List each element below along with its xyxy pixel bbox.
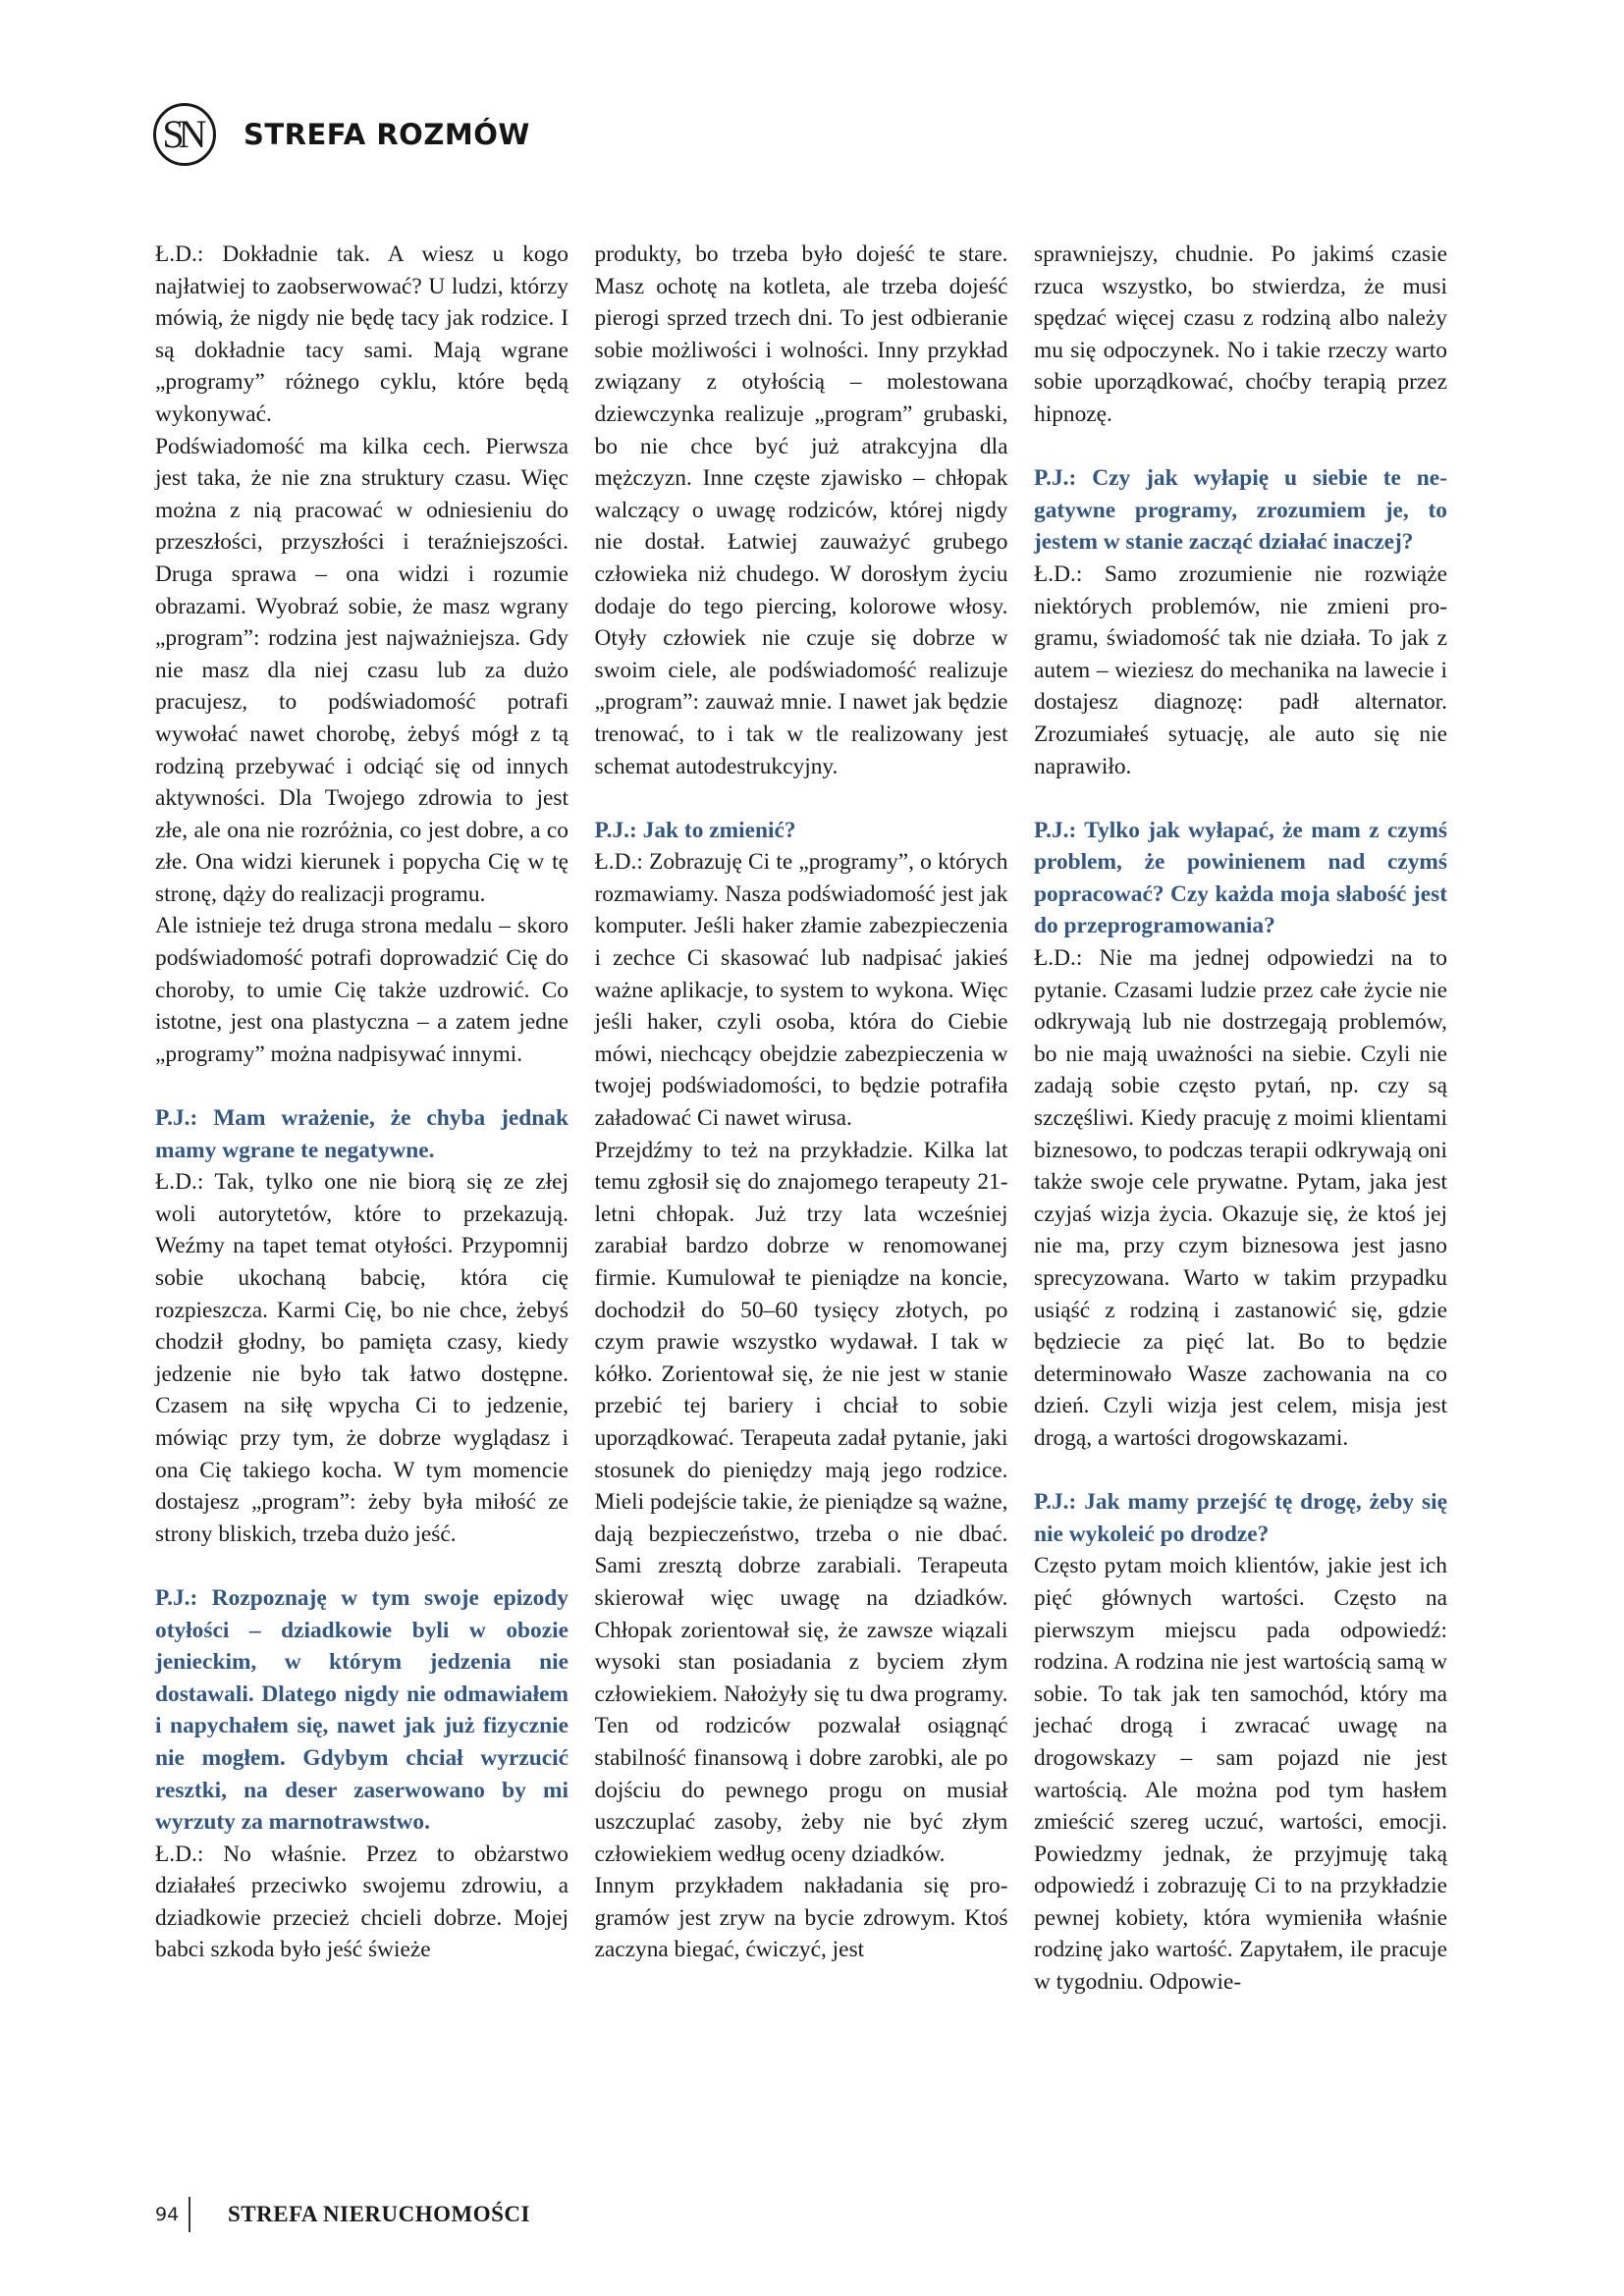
- interviewee-answer: Ł.D.: No właśnie. Przez to obżarstwo działałeś przeciwko swojemu zdrowiu, a dziadkowie przecież chcieli dobrze. Mojej babci szkoda było jeść świeże: [155, 1841, 568, 1963]
- article-body: [155, 239, 1447, 2143]
- article-column-2: [595, 239, 1008, 2143]
- interviewer-question: P.J.: Jak mamy przejść tę drogę, żeby się nie wykoleić po drodze?: [1034, 1489, 1447, 1547]
- interviewee-answer: Często pytam moich klientów, jakie jest ich pięć głównych wartości. Często na pierwszym miejscu pada odpowiedź: rodzina. A rodzina nie jest wartością samą w sobie. To tak jak ten samochód, który ma jechać drogą i zwracać uwagę na drogowskazy – sam pojazd nie jest wartością. Ale można pod tym hasłem zmieścić szereg uczuć, wartości, emocji. Powiedzmy jednak, że przyjmuję taką odpowiedź i zobrazuję Ci to na przykładzie pewnej kobiety, która wymieniła właśnie rodzinę jako wartość. Zapytałem, ile pracuje w tygodniu. Odpowie-: [1034, 1553, 1447, 1996]
- interviewee-answer: Ł.D.: Tak, tylko one nie biorą się ze złej woli autorytetów, które to przekazują. Weźmy na tapet temat otyłości. Przypomnij sobie ukochaną babcię, która cię rozpieszcza. Karmi Cię, bo nie chce, żebyś chodził głodny, bo pamięta czasy, kiedy jedzenie nie było tak łatwo dostępne. Czasem na siłę wpycha Ci to jedzenie, mówiąc przy tym, że dobrze wyglądasz i ona Cię takiego kocha. W tym momencie dostajesz „program”: żeby była miłość ze strony bliskich, trzeba dużo jeść.: [155, 1169, 568, 1547]
- interviewee-answer: Ł.D.: Nie ma jednej odpowiedzi na to pytanie. Czasami ludzie przez całe życie nie odkrywają lub nie dostrzegają problemów, bo nie mają uważności na siebie. Czyli nie zadają sobie często pytań, np. czy są szczęśliwi. Kiedy pracuję z moimi klientami biznesowo, to podczas terapii odkrywają oni także swoje cele prywatne. Pytam, jaka jest czyjaś wizja życia. Okazuje się, że ktoś jej nie ma, przy czym biznesowa jest jasno sprecyzowana. Warto w takim przypadku usiąść z rodziną i zastanowić się, gdzie będziecie za pięć lat. Bo to będzie determinowało Wasze zachowania na co dzień. Czyli wizja jest celem, misja jest drogą, a wartości drogowskazami.: [1034, 945, 1447, 1451]
- page-header: [153, 100, 530, 169]
- interviewee-answer: Ł.D.: Zobrazuję Ci te „programy”, o których rozmawiamy. Nasza podświadomość jest jak komputer. Jeśli haker złamie zabezpieczenia i zechce Ci skasować lub nadpisać jakieś ważne aplikacje, to system to wykona. Więc jeśli haker, czyli osoba, która do Ciebie mówi, niechcący obejdzie zabezpieczenia w twojej podświadomości, to będzie potrafiła załadować Ci nawet wirusa.: [594, 849, 1008, 1132]
- article-column-1: [155, 239, 568, 2143]
- interviewee-answer: produkty, bo trzeba było dojeść te stare. Masz ochotę na kotleta, ale trzeba dojeść pierogi sprzed trzech dni. To jest odbieranie sobie możliwości i wolności. Inny przykład związany z otyłością – molestowana dziewczynka realizuje „program” grubaski, bo nie chce być już atrakcyjna dla mężczyzn. Inne częste zjawisko – chłopak walczący o uwagę rodziców, której nigdy nie dostał. Łatwiej zauważyć grubego człowieka niż chudego. W dorosłym życiu dodaje do tego piercing, kolorowe włosy. Otyły człowiek nie czuje się dobrze w swoim ciele, ale podświadomość realizuje „program”: zauważ mnie. I nawet jak będzie trenować, to i tak w tle realizowany jest schemat autodestrukcyjny.: [594, 241, 1008, 779]
- footer-divider: [189, 2197, 190, 2232]
- interviewer-question: P.J.: Mam wrażenie, że chyba jednak mamy wgrane te negatywne.: [155, 1105, 568, 1163]
- interviewee-answer: Przejdźmy to też na przykładzie. Kilka lat temu zgłosił się do znajomego terapeuty 21-letni chłopak. Już trzy lata wcześniej zarabiał bardzo dobrze w renomowanej firmie. Kumulował te pieniądze na koncie, dochodził do 50–60 tysięcy złotych, po czym prawie wszystko wydawał. I tak w kółko. Zorientował się, że nie jest w stanie przebić tej bariery i chciał to sobie uporządkować. Terapeuta zadał pytanie, jaki stosunek do pieniędzy mają jego rodzice. Mieli podejście takie, że pieniądze są ważne, dają bezpieczeństwo, trzeba o nie dbać. Sami zresztą dobrze zarabiali. Terapeuta skierował więc uwagę na dziadków. Chłopak zorientował się, że zawsze wiązali wysoki stan posiadania z byciem złym człowiekiem. Nałożyły się tu dwa programy. Ten od rodziców pozwalał osiągnąć stabilność finansową i dobre zarobki, ale po dojściu do pewnego progu on musiał uszczuplać zasoby, żeby nie być złym człowiekiem według oceny dziadków.: [594, 1137, 1008, 1867]
- interviewee-answer: Ł.D.: Dokładnie tak. A wiesz u kogo najłatwiej to zaobserwować? U ludzi, którzy mówią, że nigdy nie będę tacy jak rodzice. I są dokładnie tacy sami. Mają wgrane „programy” różnego cyklu, które będą wykonywać.: [155, 241, 568, 427]
- sn-logo-icon: SN: [153, 103, 216, 166]
- paragraph-spacer: [155, 1550, 568, 1582]
- paragraph-spacer: [1034, 431, 1447, 463]
- interviewer-question: P.J.: Rozpoznaję w tym swoje epizody otyłości – dziadkowie byli w obozie jenieckim, w którym jedzenia nie dostawali. Dlatego nigdy nie odmawiałem i napychałem się, nawet jak już fizycznie nie mogłem. Gdybym chciał wyrzucić resztki, na deser zaserwowano by mi wyrzuty za marnotrawstwo.: [155, 1584, 568, 1836]
- paragraph-spacer: [1034, 1455, 1447, 1487]
- interviewee-answer: Ale istnieje też druga strona medalu – skoro podświadomość potrafi doprowadzić Cię do choroby, to umie Cię także uzdrowić. Co istotne, jest ona plastyczna – a zatem jedne „programy” można nadpisywać innymi.: [155, 913, 568, 1067]
- interviewee-answer: Innym przykładem nakładania się programów jest zryw na bycie zdrowym. Ktoś zaczyna biegać, ćwiczyć, jest: [594, 1873, 1008, 1963]
- paragraph-spacer: [155, 1070, 568, 1102]
- paragraph-spacer: [1034, 782, 1447, 815]
- interviewer-question: P.J.: Czy jak wyłapię u siebie te negatywne programy, zrozumiem je, to jestem w stanie zacząć działać inaczej?: [1034, 465, 1447, 556]
- interviewee-answer: Podświadomość ma kilka cech. Pierwsza jest taka, że nie zna struktury czasu. Więc można z nią pracować w odniesieniu do przeszłości, przyszłości i teraźniejszości. Druga sprawa – ona widzi i rozumie obrazami. Wyobraź sobie, że masz wgrany „program”: rodzina jest najważniejsza. Gdy nie masz dla niej czasu lub za dużo pracujesz, to podświadomość potrafi wywołać nawet chorobę, żebyś mógł z tą rodziną przebywać i odciąć się od innych aktywności. Dla Twojego zdrowia to jest złe, ale ona nie rozróżnia, co jest dobre, a co złe. Ona widzi kierunek i popycha Cię w tę stronę, dąży do realizacji programu.: [155, 433, 568, 907]
- article-column-3: [1034, 239, 1447, 2143]
- magazine-name: STREFA NIERUCHOMOŚCI: [228, 2202, 530, 2226]
- page-number: 94: [155, 2204, 180, 2225]
- interviewee-answer: sprawniejszy, chudnie. Po jakimś czasie rzuca wszystko, bo stwierdza, że musi spędzać więcej czasu z rodziną albo należy mu się odpoczynek. No i takie rzeczy warto sobie uporządkować, choćby terapią przez hipnozę.: [1034, 241, 1447, 427]
- interviewer-question: P.J.: Tylko jak wyłapać, że mam z czymś problem, że powinienem nad czymś popracować? Czy każda moja słabość jest do przeprogramowania?: [1034, 817, 1447, 939]
- page-footer: [155, 2195, 530, 2234]
- section-title: STREFA ROZMÓW: [244, 118, 530, 151]
- paragraph-spacer: [595, 782, 1008, 815]
- interviewer-question: P.J.: Jak to zmienić?: [594, 817, 796, 843]
- interviewee-answer: Ł.D.: Samo zrozumienie nie rozwiąże niektórych problemów, nie zmieni programu, świadomość tak nie działa. To jak z autem – wieziesz do mechanika na lawecie i dostajesz diagnozę: padł alternator. Zrozumiałeś sytuację, ale auto się nie naprawiło.: [1034, 561, 1447, 779]
